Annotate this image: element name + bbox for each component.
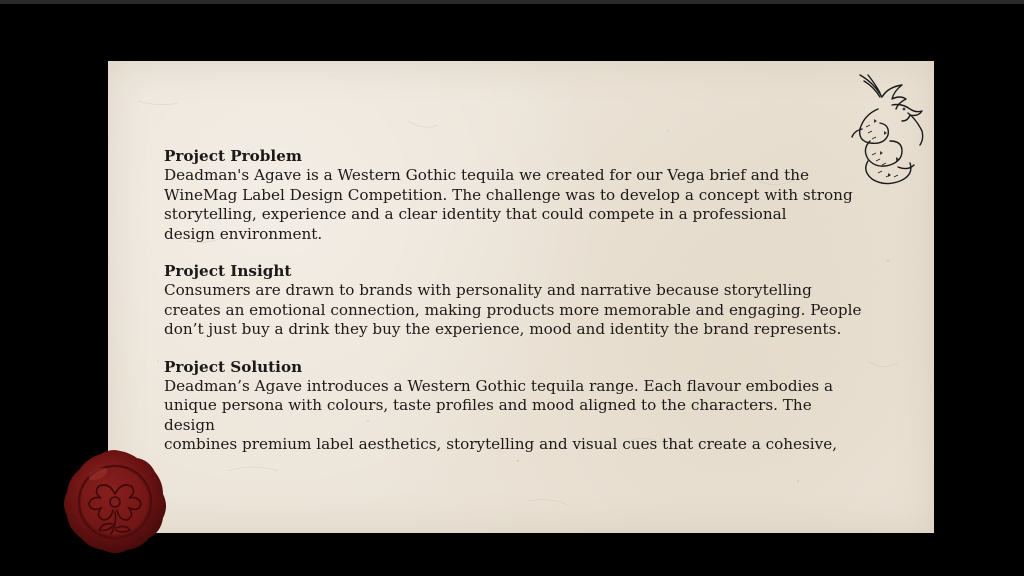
section-body: Consumers are drawn to brands with personality and narrative because storytelling creates an emotional connection, making products more memorable and engaging. People don’t just buy a drink they buy the experience, mood and identity the brand represents. [164,281,862,339]
top-bar [0,0,1024,4]
section-problem [164,147,864,244]
section-title: Project Insight [164,262,292,281]
section-title: Project Solution [164,357,303,376]
section-body: Deadman's Agave is a Western Gothic tequila we created for our Vega brief and the WineMag Label Design Competition. The challenge was to develop a concept with strong storytelling, experience and a clear identity that could compete in a professional design environment. [164,166,853,243]
paper-card [108,61,934,533]
wax-seal-flower-icon [60,446,170,556]
section-title: Project Problem [164,147,302,165]
section-solution [164,358,864,455]
text-content [164,147,864,473]
section-body: Deadman’s Agave introduces a Western Gothic tequila range. Each flavour embodies a unique persona with colours, taste profiles and mood aligned to the characters. The design combines premium label aesthetics, storytelling and visual cues that create a cohesive, [164,377,838,454]
section-insight [164,262,864,340]
